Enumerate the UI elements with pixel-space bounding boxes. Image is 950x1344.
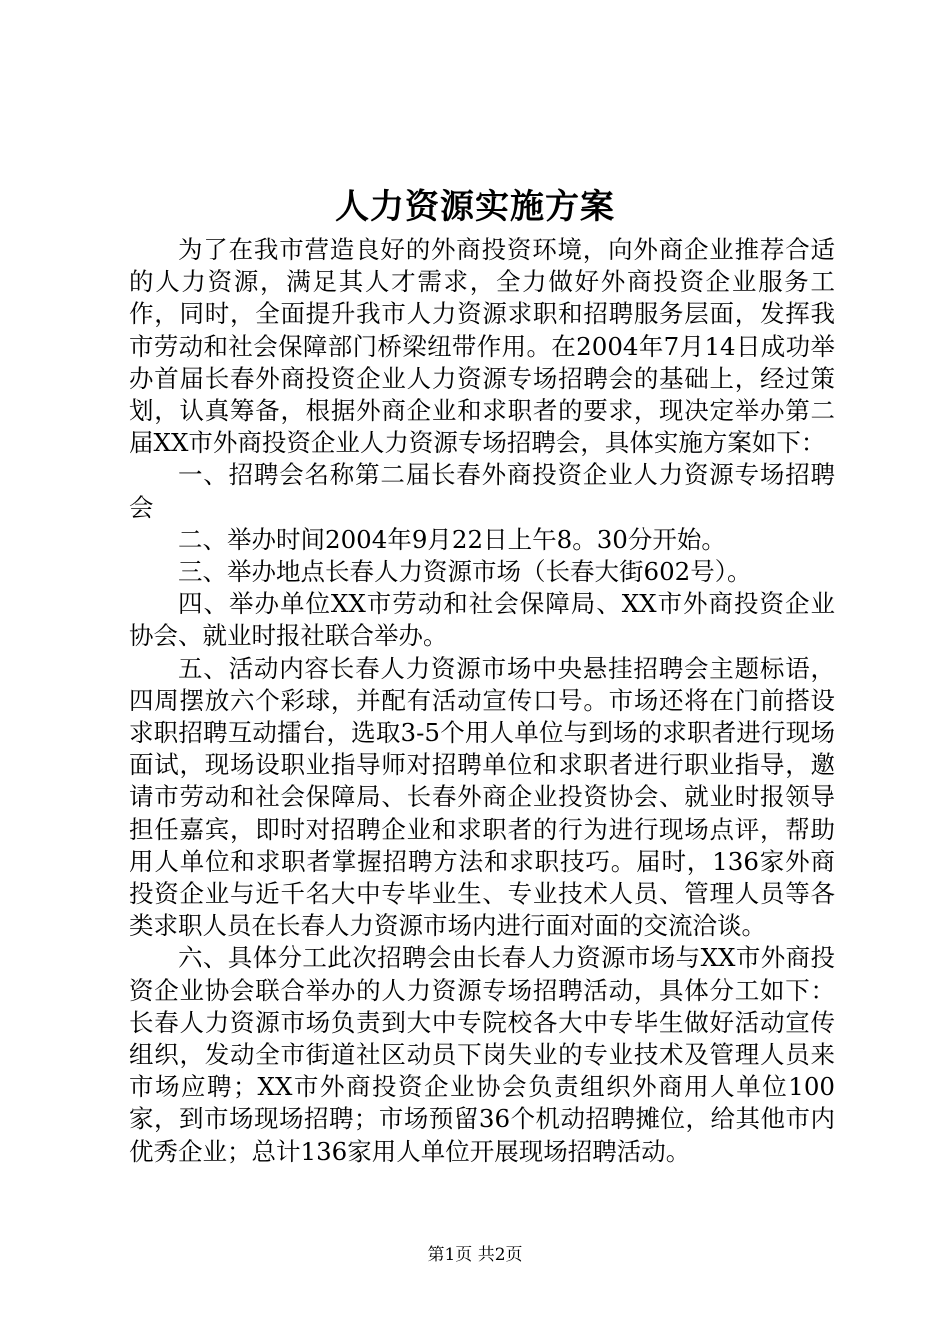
paragraph-intro: 为了在我市营造良好的外商投资环境，向外商企业推荐合适的人力资源，满足其人才需求，全力做好外商投资企业服务工作，同时，全面提升我市人力资源求职和招聘服务层面，发挥我市劳动和社会保障部门桥梁纽带作用。在2004年7月14日成功举办首届长春外商投资企业人力资源专场招聘会的基础上，经过策划，认真筹备，根据外商企业和求职者的要求，现决定举办第二届XX市外商投资企业人力资源专场招聘会，具体实施方案如下： [129, 235, 835, 458]
page-number-footer: 第1页 共2页 [427, 1245, 523, 1265]
paragraph-item-3: 三、举办地点长春人力资源市场（长春大街602号）。 [178, 557, 752, 587]
document-title: 人力资源实施方案 [335, 187, 615, 227]
paragraph-item-6: 六、具体分工此次招聘会由长春人力资源市场与XX市外商投资企业协会联合举办的人力资源专场招聘活动，具体分工如下：长春人力资源市场负责到大中专院校各大中专毕生做好活动宣传组织，发动全市街道社区动员下岗失业的专业技术及管理人员来市场应聘；XX市外商投资企业协会负责组织外商用人单位100家，到市场现场招聘；市场预留36个机动招聘摊位，给其他市内优秀企业；总计136家用人单位开展现场招聘活动。 [129, 943, 835, 1166]
paragraph-item-5: 五、活动内容长春人力资源市场中央悬挂招聘会主题标语，四周摆放六个彩球，并配有活动宣传口号。市场还将在门前搭设求职招聘互动擂台，选取3-5个用人单位与到场的求职者进行现场面试，现场设职业指导师对招聘单位和求职者进行职业指导，邀请市劳动和社会保障局、长春外商企业投资协会、就业时报领导担任嘉宾，即时对招聘企业和求职者的行为进行现场点评，帮助用人单位和求职者掌握招聘方法和求职技巧。届时，136家外商投资企业与近千名大中专毕业生、专业技术人员、管理人员等各类求职人员在长春人力资源市场内进行面对面的交流洽谈。 [129, 653, 835, 941]
paragraph-item-4: 四、举办单位XX市劳动和社会保障局、XX市外商投资企业协会、就业时报社联合举办。 [129, 589, 835, 651]
paragraph-item-2: 二、举办时间2004年9月22日上午8。30分开始。 [178, 524, 726, 554]
document-body [129, 234, 835, 1168]
paragraph-item-1: 一、招聘会名称第二届长春外商投资企业人力资源专场招聘会 [129, 460, 835, 522]
